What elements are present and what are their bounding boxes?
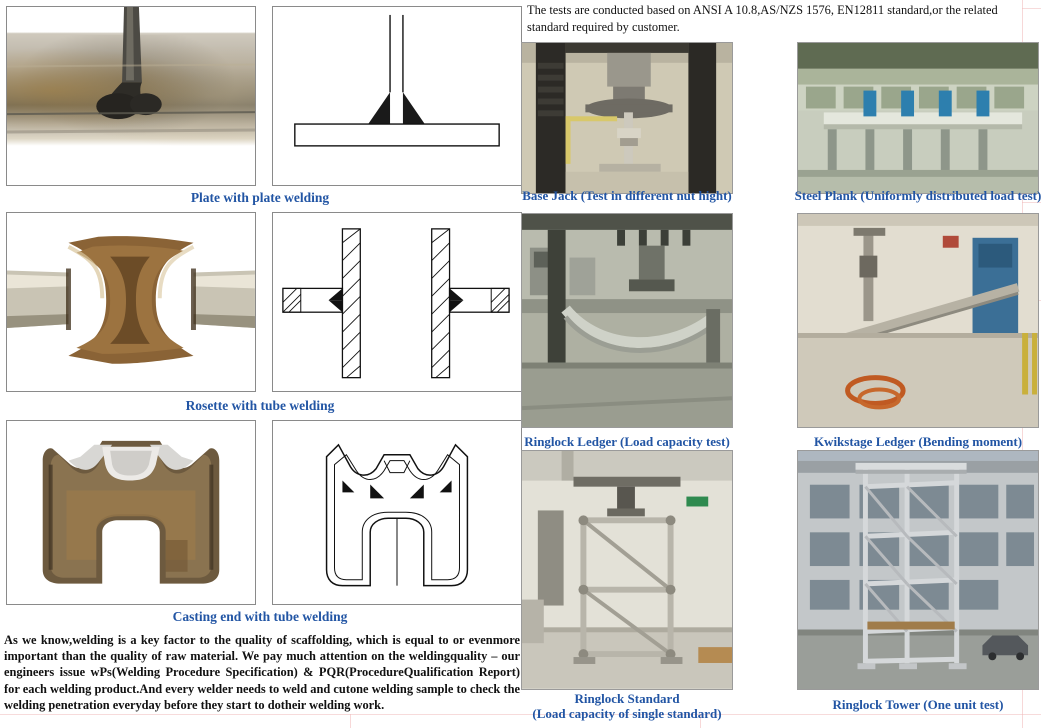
casting-end-weld-photo xyxy=(6,420,256,605)
welding-caption-3: Casting end with tube welding xyxy=(172,609,348,624)
test-standards-note: The tests are conducted based on ANSI A 10.8,AS/NZS 1576, EN12811 standard,or the related standard required by customer. xyxy=(527,3,998,34)
ringlock-ledger-test-photo xyxy=(521,213,733,428)
ringlock-tower-test-photo xyxy=(797,450,1039,690)
steel-plank-test-photo xyxy=(797,42,1039,194)
test-caption-2: Steel Plank (Uniformly distributed load test) xyxy=(794,188,1041,203)
rosette-with-tube-weld-drawing xyxy=(272,212,522,392)
plate-with-plate-weld-drawing xyxy=(272,6,522,186)
welding-caption-2: Rosette with tube welding xyxy=(185,398,335,413)
ringlock-standard-test-photo xyxy=(521,450,733,690)
test-caption-3: Ringlock Ledger (Load capacity test) xyxy=(524,434,730,449)
test-caption-5-line2: (Load capacity of single standard) xyxy=(532,706,722,721)
plate-with-plate-weld-photo xyxy=(6,6,256,186)
rosette-with-tube-weld-photo xyxy=(6,212,256,392)
welding-caption-1: Plate with plate welding xyxy=(190,190,330,205)
test-caption-4: Kwikstage Ledger (Bending moment) xyxy=(813,434,1023,449)
welding-quality-paragraph: As we know,welding is a key factor to the quality of scaffolding, which is equal to or evenmore important than the quality of raw material. We pay much attention on the weldingquality – our engineers issue wPs(Welding Procedure Specification) & PQR(ProcedureQualification Report) for each welding product.And every welder needs to weld and cutone welding sample to check the welding penetration everyday before they start to dotheir welding work. xyxy=(4,633,520,712)
base-jack-test-photo xyxy=(521,42,733,194)
test-caption-5 xyxy=(505,691,749,721)
test-caption-5-line1: Ringlock Standard xyxy=(574,691,680,706)
kwikstage-ledger-test-photo xyxy=(797,213,1039,428)
casting-end-weld-drawing xyxy=(272,420,522,605)
test-caption-6: Ringlock Tower (One unit test) xyxy=(832,697,1004,712)
test-caption-1: Base Jack (Test in different nut hight) xyxy=(522,188,732,203)
welding-figures-column xyxy=(0,0,520,728)
